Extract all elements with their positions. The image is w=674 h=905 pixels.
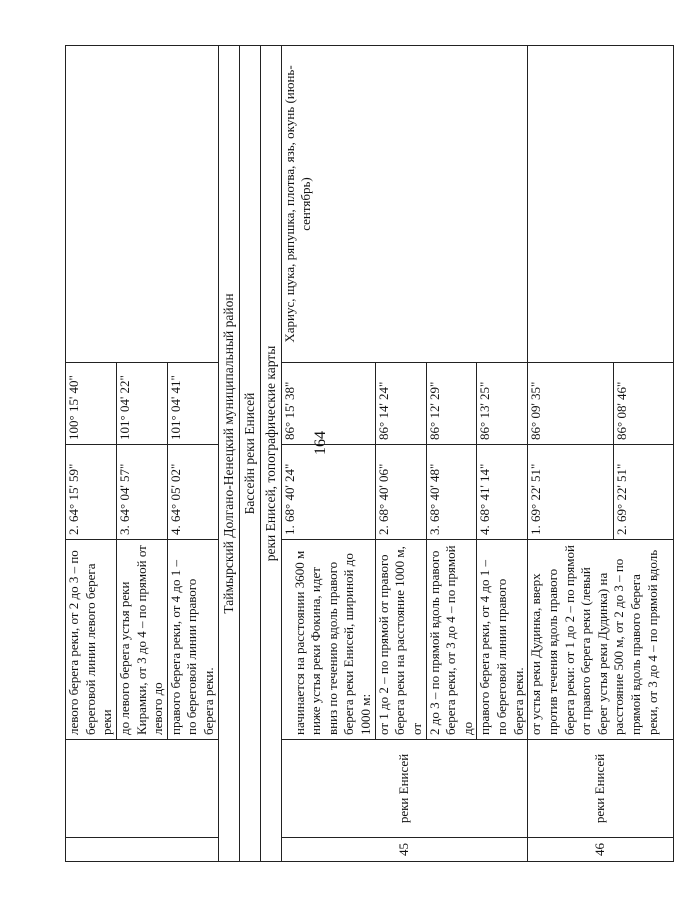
prev-lat-4: 4. 64° 05' 02"	[167, 445, 218, 540]
row-45-lat-1: 1. 68° 40' 24"	[281, 445, 375, 540]
basin-header: Бассейн реки Енисей	[239, 46, 260, 862]
region-header-row	[218, 46, 239, 862]
maps-header-row	[260, 46, 281, 862]
row-45-intro: начинается на расстоянии 3600 м ниже устья реки Фокина, идет вниз по течению вдоль правого берега реки Енисей, шириной до 1000 м:	[281, 540, 375, 740]
row-45-part-2: 2 до 3 – по прямой вдоль правого берега реки, от 3 до 4 – по прямой до	[426, 540, 477, 740]
fishing-areas-table	[65, 45, 674, 862]
prev-lon-2: 100° 15' 40"	[66, 363, 117, 445]
row-46-part-1: от 1 до 2 – по прямой от правого берега реки (левый берег устья реки Дудинка) на расстояние 500 м, от 2 до	[561, 545, 627, 735]
prev-desc-2: до левого берега устья реки Кирамки, от 3 до 4 – по прямой от левого до	[116, 540, 167, 740]
row-45-lat-3: 3. 68° 40' 48"	[426, 445, 477, 540]
row-45-number: 45	[281, 838, 528, 862]
prev-lon-4: 101° 04' 41"	[167, 363, 218, 445]
region-header: Таймырский Долгано-Ненецкий муниципальный район	[218, 46, 239, 862]
row-45-lat-4: 4. 68° 41' 14"	[477, 445, 528, 540]
row-45-lon-1: 86° 15' 38"	[281, 363, 375, 445]
table-row-prev-1	[66, 46, 117, 862]
prev-fish-cell	[66, 46, 219, 363]
prev-desc-1: левого берега реки, от 2 до 3 – по береговой линии левого берега реки	[66, 540, 117, 740]
row-45-lat-2: 2. 68° 40' 06"	[375, 445, 426, 540]
row-45-lon-3: 86° 12' 29"	[426, 363, 477, 445]
row-46-river: реки Енисей	[528, 740, 674, 838]
row-45-river: реки Енисей	[281, 740, 528, 838]
basin-header-row	[239, 46, 260, 862]
row-46-lon-1: 86° 09' 35"	[528, 363, 614, 445]
row-45-lon-2: 86° 14' 24"	[375, 363, 426, 445]
row-46-lat-1: 1. 69° 22' 51"	[528, 445, 614, 540]
page-number: 164	[312, 431, 329, 455]
row-46-part-2: 3 – по прямой вдоль правого берега реки, от 3 до 4 – по прямой вдоль	[611, 549, 660, 735]
row-46-description	[528, 540, 674, 740]
prev-river-cell	[66, 740, 219, 838]
prev-lat-3: 3. 64° 04' 57"	[116, 445, 167, 540]
prev-lon-3: 101° 04' 22"	[116, 363, 167, 445]
row-46-intro: от устья реки Дудинка, вверх против течения вдоль правого берега реки:	[528, 568, 577, 735]
row-46-fish	[528, 46, 674, 363]
prev-num-cell	[66, 838, 219, 862]
row-45-lon-4: 86° 13' 25"	[477, 363, 528, 445]
table-row-46-intro	[528, 46, 614, 862]
row-45-part-3: правого берега реки, от 4 до 1 – по береговой линии правого берега реки.	[477, 540, 528, 740]
row-46-lon-2: 86° 08' 46"	[614, 363, 674, 445]
row-45-part-1: от 1 до 2 – по прямой от правого берега реки на расстояние 1000 м, от	[375, 540, 426, 740]
prev-desc-3: правого берега реки, от 4 до 1 – по береговой линии правого берега реки.	[167, 540, 218, 740]
row-46-number: 46	[528, 838, 674, 862]
prev-lat-2: 2. 64° 15' 59"	[66, 445, 117, 540]
table-row-45-intro	[281, 46, 375, 862]
row-46-lat-2: 2. 69° 22' 51"	[614, 445, 674, 540]
row-45-fish: Хариус, щука, ряпушка, плотва, язь, окунь (июнь-сентябрь)	[281, 46, 528, 363]
maps-header: реки Енисей, топографические карты	[260, 46, 281, 862]
